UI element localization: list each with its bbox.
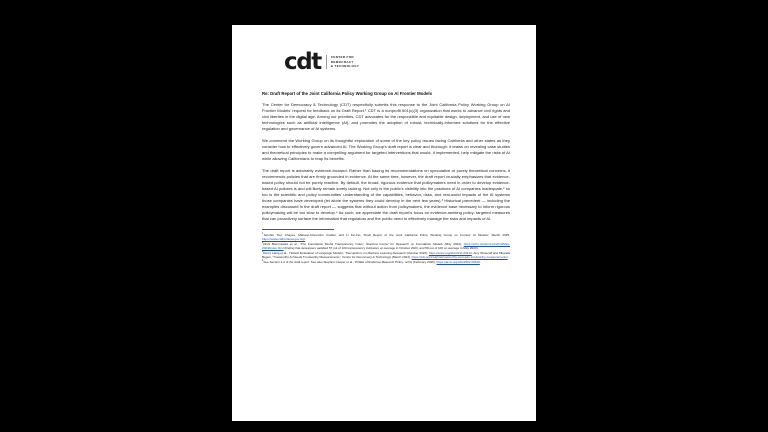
footnote-3-number: 3 xyxy=(262,249,264,253)
footnote-3 xyxy=(262,251,510,260)
footnote-1-link[interactable]: https://www.cafrontierai.gov.org/ xyxy=(262,237,306,242)
footnote-2-italic: Stanford Center for Research on Foundation Models xyxy=(366,242,443,246)
footnote-1-tail: . xyxy=(305,237,306,242)
footnote-3-link[interactable]: https://arxiv.org/abs/2211.09110 xyxy=(428,251,472,255)
paragraph-1: The Center for Democracy & Technology (CDT) respectfully submits this response to the Joint California Policy Working Group on AI Frontier Models' request for feedback on its Draft Report.¹ CDT is a nonprofit 501(c)(3) organization that works to advance civil rights and civil liberties in the digital age. Among our priorities, CDT advocates for the responsible and equitable design, deployment, and use of new technologies such as artificial intelligence (AI), and promotes the adoption of robust, technically-informed solutions for the effective regulation and governance of AI systems. xyxy=(262,102,510,131)
footnote-1-text: Jennifer Tour Chayes, Mariano-Florentino Cuéllar, and Li Fei-Fei, 'Draft Report of the Joint California Policy Working Group on Frontier AI Models,' March 2025, xyxy=(263,233,510,237)
footnotes-section xyxy=(262,233,510,264)
footnote-1 xyxy=(262,233,510,242)
footnote-1-number: 1 xyxy=(262,231,264,235)
footnote-3-text: Percy Liang et al., 'Holistic Evaluation of Language Models,' xyxy=(263,251,346,255)
footnote-4-mid: (February 2025), xyxy=(412,260,437,264)
paragraph-2: We commend the Working Group on its thoughtful exploration of some of the key policy issues facing California and other states as they consider how to effectively govern advanced AI. The Working Group's draft report is clear and thorough: it draws on revealing case studies and theoretical principles to make a compelling argument for targeted interventions that would, if implemented, help mitigate the risks of AI while allowing Californians to reap its benefits. xyxy=(262,138,510,161)
footnote-2-text: Rishi Bommasani et al., 'The Foundation Model Transparency Index,' xyxy=(263,242,367,246)
footnote-2-link[interactable]: https://crfm.stanford.edu/fmti/May-2024/index.html xyxy=(262,242,510,251)
footnote-2-tail: (finding that developers satisfied 57 out of 100 transparency indicators on average in October 2023, and 58 out of 100 on average in May 2024). xyxy=(283,246,479,251)
footnote-4-number: 4 xyxy=(262,258,264,262)
footnote-3-mid: (October 2022), xyxy=(405,251,429,255)
cdt-logo-mark: cdt xyxy=(284,48,321,75)
footnote-2 xyxy=(262,242,510,251)
footnote-2-mid: (May 2024), xyxy=(442,242,464,246)
page-content xyxy=(262,47,510,407)
cdt-logo xyxy=(284,47,510,77)
footnote-3-final: . xyxy=(507,255,509,260)
footnote-3-italic: Transactions on Machine Learning Research xyxy=(345,251,406,255)
footnote-3-italic-2: Center for Democracy & Technology xyxy=(341,255,391,260)
footnote-4-text: See Section 2.3 of the draft report. See also Stephen Casper et al., 'Pitfalls of Evidence-Based AI Policy,' xyxy=(263,260,406,264)
logo-line-3: & TECHNOLOGY xyxy=(330,64,360,69)
cdt-logo-wordmark xyxy=(326,55,359,68)
footnote-2-number: 2 xyxy=(262,240,264,244)
footnote-3-end: (March 2024), xyxy=(390,255,412,260)
footnote-separator xyxy=(262,229,334,230)
footnote-3-link-2[interactable]: https://cdt.org/insights/trustworthy-ai-needs-trustworthy-measurements/ xyxy=(411,255,508,260)
document-subject-line: Re: Draft Report of the Joint California Policy Working Group on AI Frontier Models xyxy=(262,91,432,96)
footnote-4 xyxy=(262,260,510,264)
footnote-4-link[interactable]: https://arxiv.org/abs/2502.09618 xyxy=(436,260,480,264)
footnote-4-tail: . xyxy=(479,260,481,264)
paragraph-3: The draft report is admirably evidence-focused. Rather than basing its recommendations on speculative or purely theoretical concerns, it recommends policies that are firmly grounded in evidence. At the same time, however, the draft report crucially emphasizes that evidence-based policy should not be purely reactive. By default, the broad, rigorous evidence that policymakers need in order to develop evidence-based AI policies is and will likely remain sorely lacking. Not only is the public's visibility into the practices of AI companies inadequate,² so too is the scientific and policy communities' understanding of the capabilities, behavior, risks, and real-world impacts of the AI systems those companies have developed (let alone the systems they could develop in the next few years).³ Historical precedent — including the examples discussed in the draft report — suggests that without action from policymakers, the evidence base necessary to inform rigorous policymaking will be too slow to develop.⁴ As such, we appreciate the draft report's focus on evidence-seeking policy: targeted measures that can proactively surface the information that regulators and the public need to effectively manage the risks and impacts of AI. xyxy=(262,168,510,221)
footnote-4-italic: arXiv xyxy=(405,260,413,264)
footnote-3-tail: ; Amy Winecoff and Miranda Bogen, 'Trustworthy AI Needs Trustworthy Measurements,' xyxy=(262,251,510,260)
logo-line-2: DEMOCRACY xyxy=(330,59,354,64)
logo-line-1: CENTER FOR xyxy=(330,55,354,60)
document-page xyxy=(232,25,536,421)
